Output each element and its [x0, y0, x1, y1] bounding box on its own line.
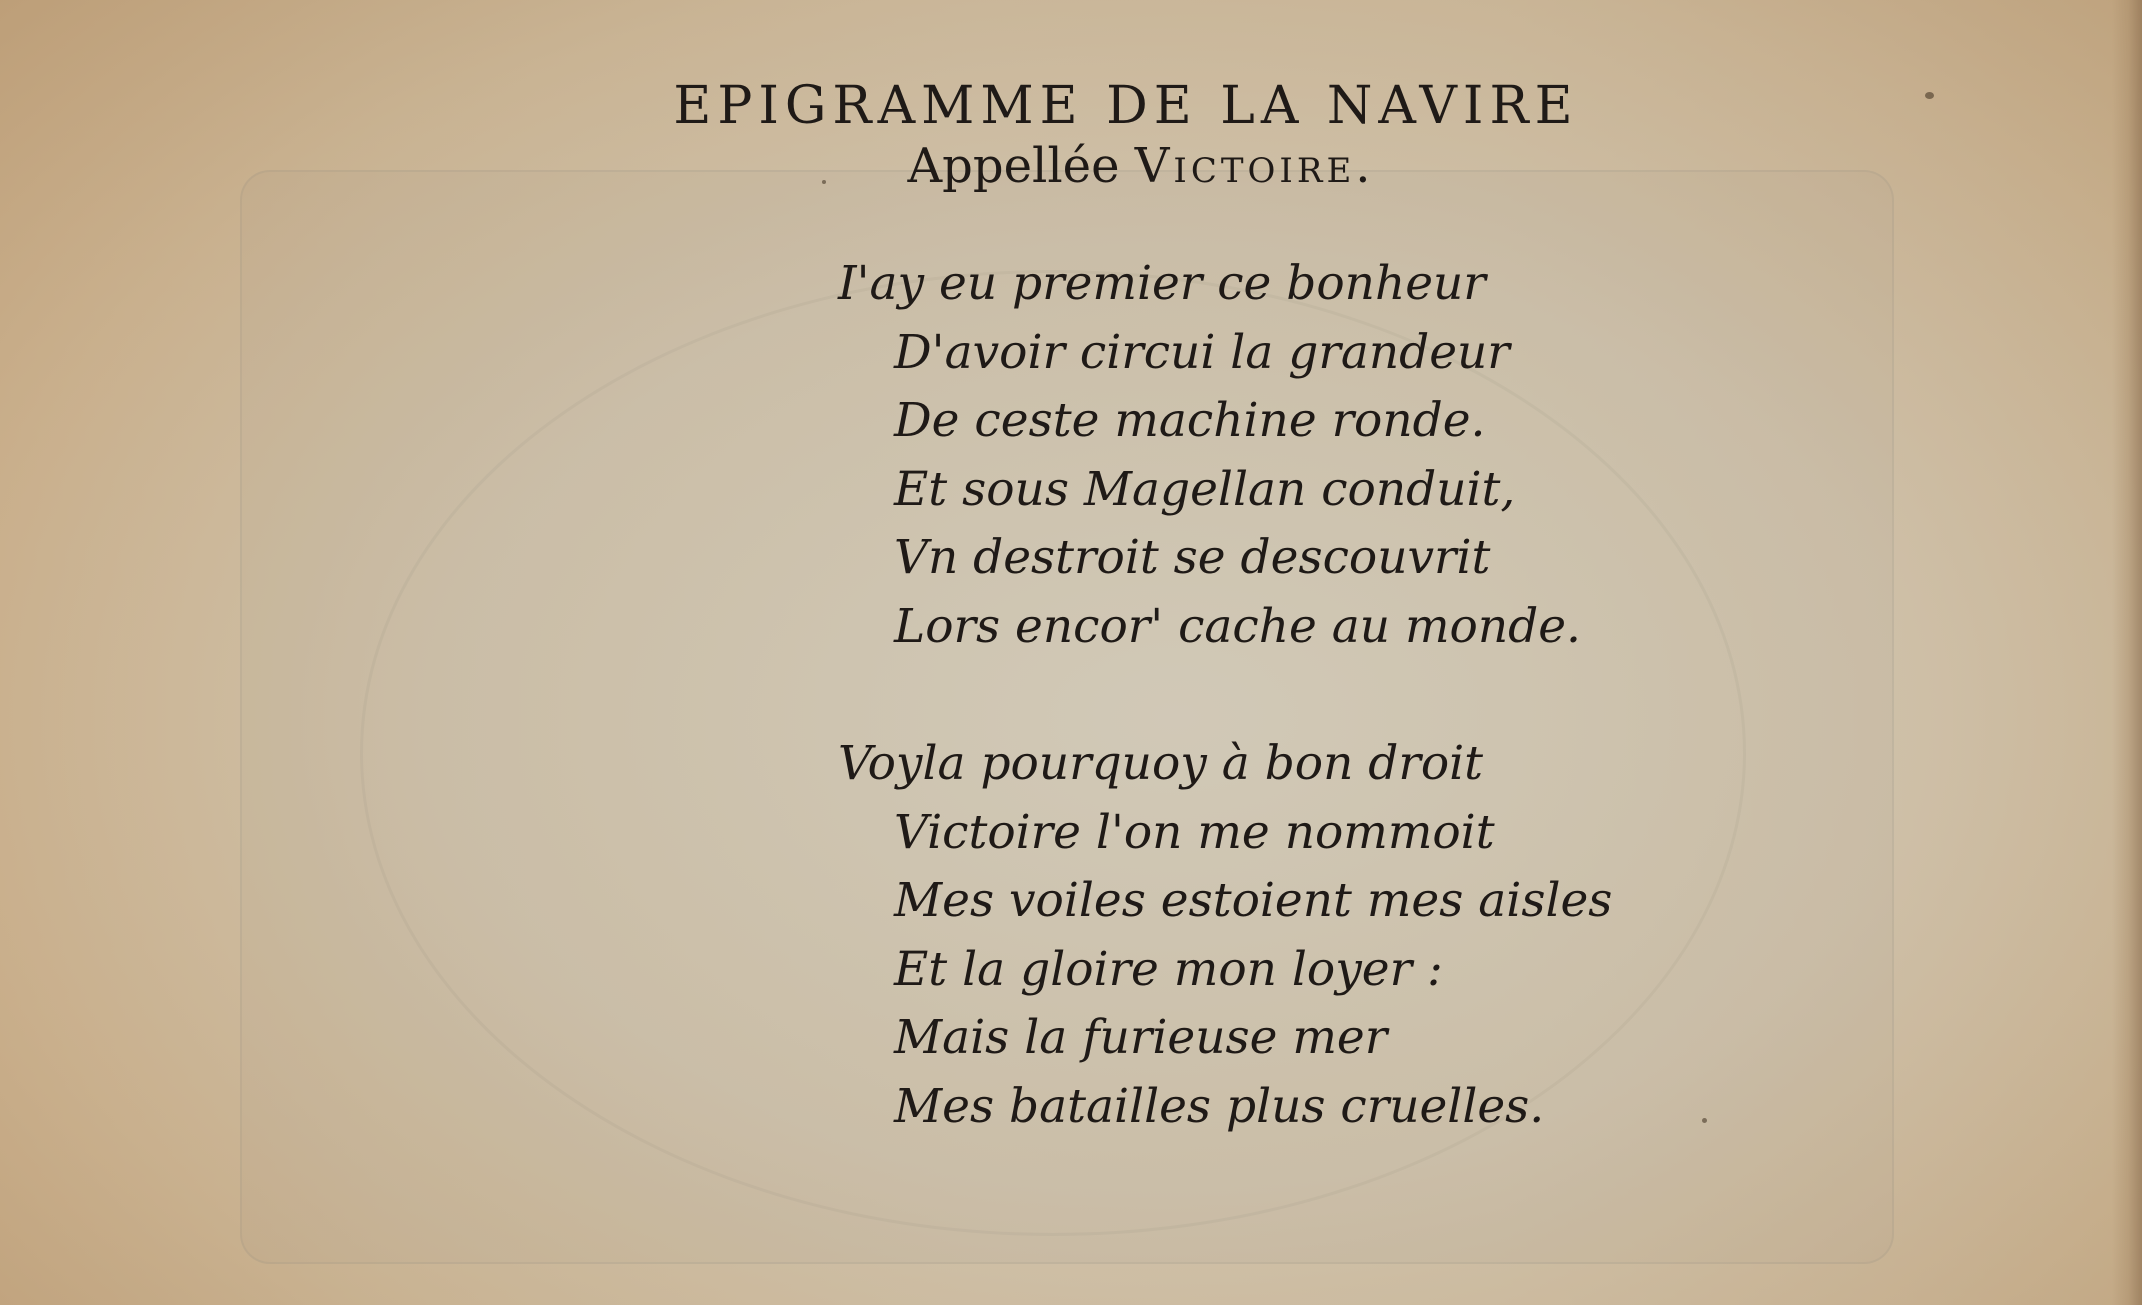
stanza-2 — [838, 730, 1612, 1141]
subtitle-prefix: Appellée — [907, 138, 1120, 194]
verse-line: Mes voiles estoient mes aisles — [894, 873, 1613, 928]
page-subtitle — [0, 138, 2142, 194]
verse-line: Vn destroit se descouvrit — [894, 530, 1491, 585]
verse-line: Mes batailles plus cruelles. — [894, 1078, 1545, 1134]
verse-line: Lors encor' cache au monde. — [894, 598, 1581, 654]
stanza-1 — [838, 250, 1581, 661]
verse-line: D'avoir circui la grandeur — [894, 324, 1510, 380]
verse-line: De ceste machine ronde. — [894, 393, 1486, 448]
verse-line: I'ay eu premier ce bonheur — [838, 256, 1486, 311]
page-edge — [2112, 0, 2142, 1305]
verse-line: Mais la furieuse mer — [894, 1010, 1388, 1065]
ink-spot — [1702, 1118, 1707, 1123]
page-title: EPIGRAMME DE LA NAVIRE — [673, 76, 1579, 136]
ship-name: Victoire. — [1134, 138, 1375, 194]
verse-line: Voyla pourquoy à bon droit — [838, 736, 1484, 791]
verse-line: Victoire l'on me nommoit — [894, 804, 1495, 860]
verse-line: Et la gloire mon loyer : — [894, 941, 1443, 997]
verse-line: Et sous Magellan conduit, — [894, 461, 1516, 517]
